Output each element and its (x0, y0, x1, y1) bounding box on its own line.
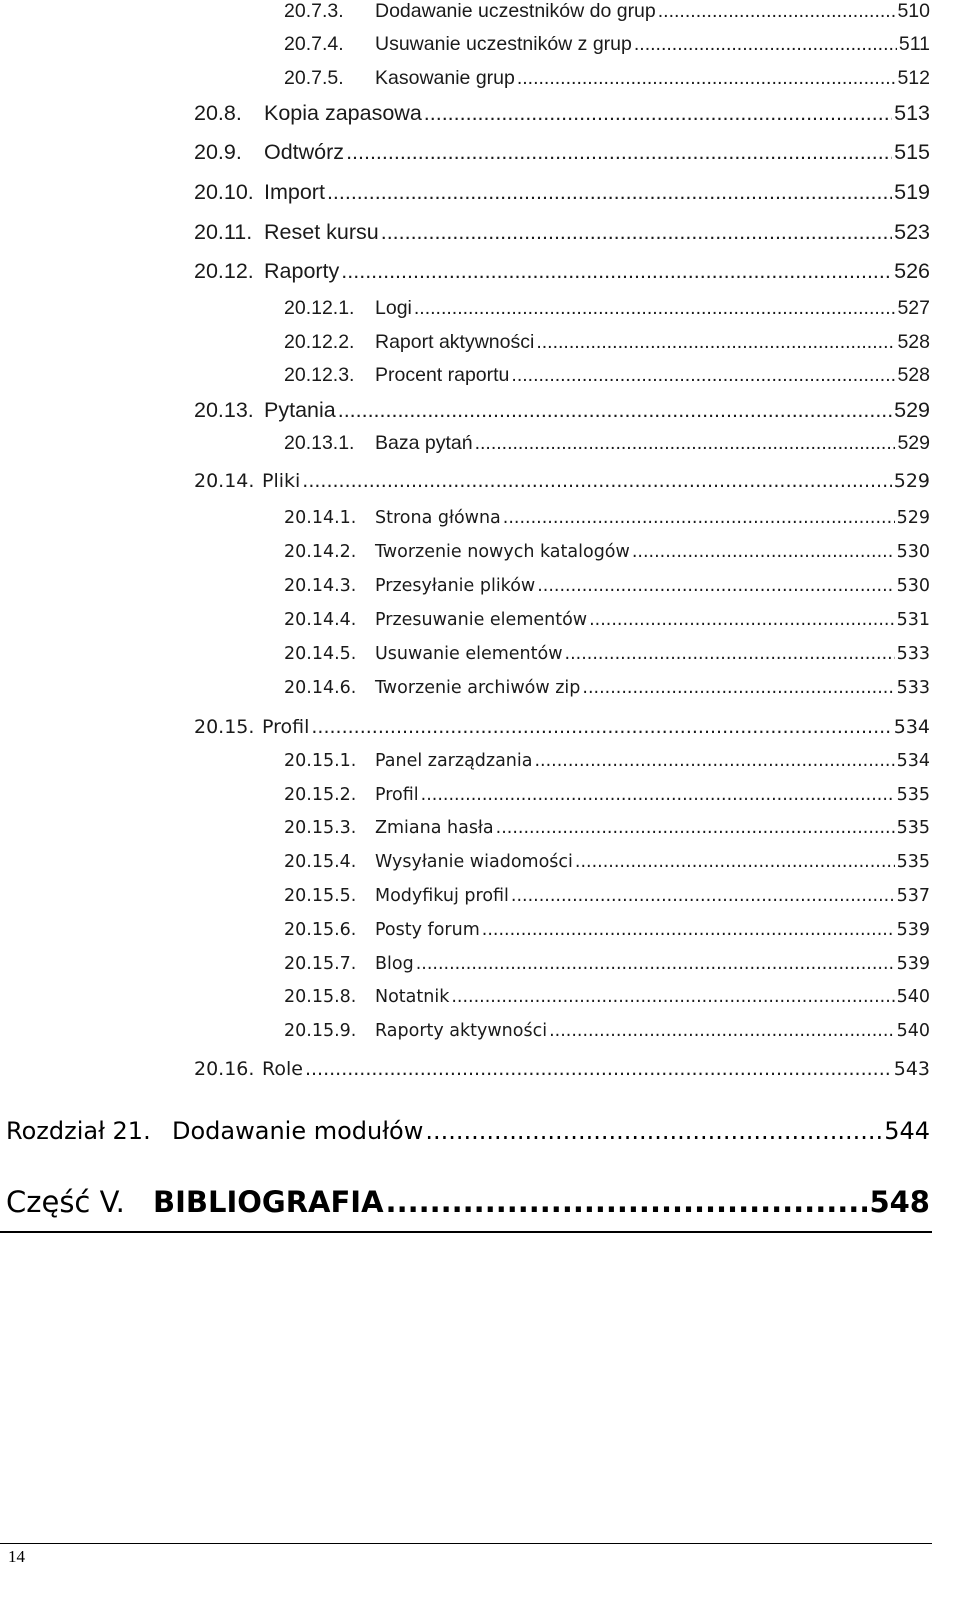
dot-leader (503, 508, 895, 528)
toc-entry[interactable] (284, 33, 930, 56)
toc-entry-page: 534 (896, 751, 930, 771)
toc-entry-title: Przesyłanie plików (375, 576, 536, 596)
toc-entry-number: 20.9. (194, 140, 242, 164)
toc-entry-page: 530 (896, 542, 930, 562)
toc-entry-title: Posty forum (375, 920, 480, 940)
dot-leader (341, 259, 892, 284)
toc-entry-title: Baza pytań (375, 432, 473, 454)
toc-entry[interactable] (284, 432, 930, 455)
toc-entry-title: Tworzenie archiwów zip (375, 678, 581, 698)
toc-entry[interactable] (194, 1058, 930, 1080)
toc-entry[interactable] (284, 987, 930, 1007)
toc-entry-page: 535 (896, 785, 930, 805)
toc-entry-number: 20.13.1. (284, 432, 355, 454)
toc-entry-number: 20.15.6. (284, 920, 357, 940)
toc-entry[interactable] (284, 297, 930, 320)
toc-entry[interactable] (284, 852, 930, 872)
toc-entry-title: Strona główna (375, 508, 501, 528)
toc-entry[interactable] (194, 101, 930, 126)
dot-leader (421, 785, 895, 805)
toc-entry-title: Tworzenie nowych katalogów (375, 542, 630, 562)
toc-entry-number: 20.15.7. (284, 954, 357, 974)
toc-entry-title: Notatnik (375, 987, 450, 1007)
toc-entry-title: Przesuwanie elementów (375, 610, 588, 630)
dot-leader (496, 818, 895, 838)
dot-leader (582, 678, 894, 698)
toc-entry[interactable] (194, 180, 930, 205)
dot-leader (346, 140, 892, 165)
toc-entry-title: Role (262, 1058, 303, 1080)
toc-entry-number: 20.14.1. (284, 508, 357, 528)
toc-entry-number: Rozdział 21. (6, 1117, 151, 1145)
toc-entry-number: 20.14.3. (284, 576, 357, 596)
toc-entry-number: 20.14.4. (284, 610, 357, 630)
toc-entry[interactable] (194, 398, 930, 423)
part-underline (0, 1231, 932, 1233)
toc-entry[interactable] (284, 954, 930, 974)
dot-leader (517, 67, 896, 90)
toc-entry[interactable] (6, 1117, 930, 1145)
toc-entry[interactable] (284, 751, 930, 771)
toc-entry[interactable] (6, 1185, 930, 1219)
dot-leader (632, 542, 895, 562)
toc-entry-number: 20.11. (194, 220, 253, 244)
dot-leader (536, 331, 895, 354)
toc-entry[interactable] (284, 610, 930, 630)
toc-entry-page: 540 (896, 1021, 930, 1041)
toc-entry-page: 533 (896, 644, 930, 664)
dot-leader (338, 398, 892, 423)
toc-entry-number: 20.15.1. (284, 751, 357, 771)
toc-entry-page: 512 (897, 67, 930, 89)
dot-leader (305, 1058, 892, 1080)
toc-entry-title: Reset kursu (264, 220, 379, 244)
toc-entry-page: 548 (869, 1185, 930, 1219)
toc-entry[interactable] (284, 644, 930, 664)
toc-entry-number: Część V. (6, 1185, 125, 1219)
toc-entry-title: Kasowanie grup (375, 67, 515, 89)
toc-entry[interactable] (284, 0, 930, 23)
toc-entry-number: 20.15.2. (284, 785, 357, 805)
toc-entry[interactable] (194, 470, 930, 492)
toc-entry-page: 527 (897, 297, 930, 319)
toc-entry-number: 20.7.5. (284, 67, 344, 89)
toc-entry-page: 528 (897, 364, 930, 386)
toc-entry-number: 20.14.5. (284, 644, 357, 664)
toc-entry-number: 20.7.3. (284, 0, 344, 22)
toc-entry-page: 535 (896, 818, 930, 838)
toc-entry-page: 529 (893, 470, 930, 492)
toc-entry-page: 540 (896, 987, 930, 1007)
toc-entry[interactable] (284, 818, 930, 838)
toc-entry-page: 535 (896, 852, 930, 872)
toc-entry-number: 20.12.2. (284, 331, 355, 353)
dot-leader (534, 751, 894, 771)
toc-entry-number: 20.10. (194, 180, 254, 204)
toc-entry[interactable] (284, 508, 930, 528)
toc-entry-page: 530 (896, 576, 930, 596)
dot-leader (511, 364, 895, 387)
dot-leader (386, 1185, 868, 1219)
toc-entry-number: 20.15.5. (284, 886, 357, 906)
toc-entry[interactable] (284, 331, 930, 354)
dot-leader (549, 1021, 895, 1041)
dot-leader (327, 180, 892, 205)
toc-entry-title: Pliki (262, 470, 301, 492)
toc-entry-title: Logi (375, 297, 412, 319)
dot-leader (311, 716, 891, 738)
dot-leader (416, 954, 895, 974)
dot-leader (381, 220, 892, 245)
dot-leader (511, 886, 895, 906)
toc-entry[interactable] (284, 785, 930, 805)
toc-entry-number: 20.15.9. (284, 1021, 357, 1041)
dot-leader (475, 432, 896, 455)
toc-entry-page: 537 (896, 886, 930, 906)
toc-entry-number: 20.12.3. (284, 364, 355, 386)
toc-entry-title: Dodawanie modułów (172, 1117, 424, 1145)
toc-entry-number: 20.14.2. (284, 542, 357, 562)
toc-entry-title: Raporty (264, 259, 340, 283)
toc-entry-title: Usuwanie uczestników z grup (375, 33, 632, 55)
toc-entry[interactable] (284, 920, 930, 940)
toc-entry-page: 513 (894, 101, 930, 125)
toc-entry[interactable] (284, 67, 930, 90)
toc-entry-page: 519 (894, 180, 930, 204)
toc-entry-page: 511 (898, 33, 930, 55)
dot-leader (589, 610, 894, 630)
toc-entry[interactable] (284, 678, 930, 698)
toc-entry-title: Panel zarządzania (375, 751, 533, 771)
toc-entry-title: Zmiana hasła (375, 818, 494, 838)
toc-entry-page: 526 (894, 259, 930, 283)
footer-rule (0, 1543, 932, 1544)
dot-leader (425, 1117, 882, 1145)
dot-leader (414, 297, 896, 320)
toc-entry-title: Kopia zapasowa (264, 101, 422, 125)
toc-entry[interactable] (284, 1021, 930, 1041)
toc-entry-title: Wysyłanie wiadomości (375, 852, 573, 872)
toc-entry-page: 534 (893, 716, 930, 738)
toc-entry[interactable] (284, 576, 930, 596)
dot-leader (302, 470, 891, 492)
toc-entry-title: Modyfikuj profil (375, 886, 509, 906)
dot-leader (451, 987, 894, 1007)
toc-entry-number: 20.12.1. (284, 297, 355, 319)
toc-entry-number: 20.15.4. (284, 852, 357, 872)
toc-entry-page: 529 (894, 398, 930, 422)
dot-leader (537, 576, 894, 596)
toc-entry-page: 515 (894, 140, 930, 164)
dot-leader (565, 644, 895, 664)
toc-entry[interactable] (284, 364, 930, 387)
toc-entry-title: Pytania (264, 398, 336, 422)
toc-entry[interactable] (194, 220, 930, 245)
toc-entry-page: 533 (896, 678, 930, 698)
toc-entry-number: 20.15. (194, 716, 255, 738)
toc-entry-number: 20.14. (194, 470, 255, 492)
toc-entry[interactable] (194, 716, 930, 738)
dot-leader (482, 920, 895, 940)
toc-entry-number: 20.7.4. (284, 33, 344, 55)
dot-leader (575, 852, 895, 872)
toc-entry-number: 20.12. (194, 259, 254, 283)
toc-entry-title: Blog (375, 954, 414, 974)
toc-entry[interactable] (284, 886, 930, 906)
toc-entry-page: 523 (894, 220, 930, 244)
toc-entry-page: 529 (897, 432, 930, 454)
dot-leader (658, 0, 896, 23)
page-number: 14 (8, 1547, 25, 1566)
toc-entry-number: 20.15.8. (284, 987, 357, 1007)
dot-leader (634, 33, 897, 56)
toc-entry-page: 539 (896, 920, 930, 940)
toc-entry-title: Odtwórz (264, 140, 345, 164)
toc-entry-page: 510 (897, 0, 930, 22)
toc-entry-page: 539 (896, 954, 930, 974)
toc-entry-page: 528 (897, 331, 930, 353)
toc-entry-title: Procent raportu (375, 364, 510, 386)
toc-entry-title: BIBLIOGRAFIA (153, 1185, 384, 1219)
toc-entry[interactable] (194, 259, 930, 284)
toc-entry-title: Profil (375, 785, 419, 805)
toc-entry-page: 544 (884, 1117, 930, 1145)
dot-leader (424, 101, 892, 126)
toc-entry-title: Dodawanie uczestników do grup (375, 0, 656, 22)
toc-entry-number: 20.16. (194, 1058, 255, 1080)
toc-entry-title: Profil (262, 716, 310, 738)
toc-entry-number: 20.13. (194, 398, 254, 422)
toc-entry-page: 531 (896, 610, 930, 630)
toc-entry[interactable] (284, 542, 930, 562)
toc-entry-title: Raporty aktywności (375, 1021, 548, 1041)
toc-entry-title: Raport aktywności (375, 331, 535, 353)
toc-entry-number: 20.15.3. (284, 818, 357, 838)
toc-entry-number: 20.8. (194, 101, 242, 125)
toc-entry-title: Import (264, 180, 325, 204)
toc-entry-number: 20.14.6. (284, 678, 357, 698)
toc-entry-title: Usuwanie elementów (375, 644, 563, 664)
toc-entry-page: 529 (896, 508, 930, 528)
toc-entry[interactable] (194, 140, 930, 165)
toc-entry-page: 543 (893, 1058, 930, 1080)
